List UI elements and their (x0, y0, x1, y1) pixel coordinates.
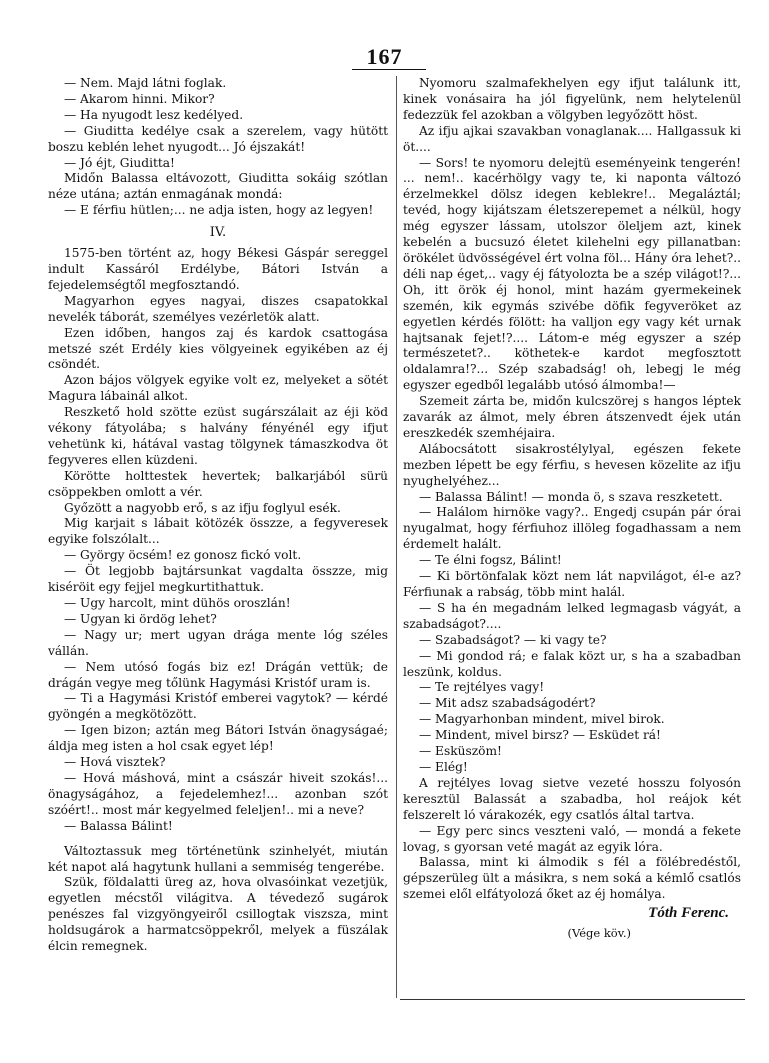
paragraph: — Ti a Hagymási Kristóf emberei vagytok? — kérdé gyöngén a megkötözött. (48, 691, 388, 722)
paragraph: — Akarom hinni. Mikor? (64, 91, 215, 106)
paragraph: — György öcsém! ez gonosz fickó volt. (64, 548, 302, 563)
paragraph: — Szabadságot? — ki vagy te? (419, 632, 607, 647)
paragraph: — Magyarhonban mindent, mivel birok. (419, 712, 665, 727)
paragraph: Változtassuk meg történetünk szinhelyét, miután két napot alá hagytunk hullani a semmiség tengerébe. (48, 843, 388, 874)
left-column (48, 76, 388, 955)
page-number: 167 (366, 44, 403, 69)
paragraph: 1575-ben történt az, hogy Békesi Gáspár sereggel indult Kassáról Erdélybe, Bátori István a fejedelemségtől megfosztandó. (48, 246, 388, 292)
paragraph: Magyarhon egyes nagyai, diszes csapatokkal nevelék táborát, személyes vezérletök alatt. (48, 293, 388, 324)
paragraph: — Ugyan ki ördög lehet? (64, 611, 217, 626)
right-column (403, 76, 741, 942)
paragraph: — Halálom hirnöke vagy?.. Engedj csupán pár órai nyugalmat, hogy férfiuhoz illöleg fogadhassam a nem érdemelt halált. (403, 505, 741, 552)
paragraph: — Mit adsz szabadságodért? (419, 696, 596, 711)
section-heading: IV. (209, 225, 227, 241)
paragraph: Körötte holttestek hevertek; balkarjából sürü csöppekben omlott a vér. (48, 468, 388, 499)
paragraph: Balassa, mint ki álmodik s fél a fölébredéstől, gépszerüleg ült a másikra, s nem soká a kémlő csatlós szemei elől elfátyolozá őket az éj homálya. (403, 855, 741, 902)
paragraph: Az ifju ajkai szavakban vonaglanak.... Hallgassuk ki öt.... (403, 123, 741, 154)
paragraph: Azon bájos völgyek egyike volt ez, melyeket a sötét Magura lábainál alkot. (48, 373, 388, 404)
paragraph: — Öt legjobb bajtársunkat vagdalta összze, mig kiséröit egy fejjel megkurtithattuk. (48, 564, 388, 595)
paragraph: — Egy perc sincs veszteni való, — mondá a fekete lovag, s gyorsan veté magát az egyik lóra. (403, 823, 741, 854)
paragraph: — Nagy ur; mert ugyan drága mente lóg széles vállán. (48, 627, 388, 658)
paragraph: — S ha én megadnám lelked legmagasb vágyát, a szabadságot?.... (403, 600, 741, 631)
paragraph: — Balassa Bálint! (64, 818, 173, 833)
paragraph: — Ha nyugodt lesz kedélyed. (64, 107, 244, 122)
paragraph: Szemeit zárta be, midőn kulcszörej s hangos léptek zavarák az álmot, mely ébren átszenvedt éjek után ereszkedék szemhéjaira. (403, 394, 741, 440)
paragraph: — Nem. Majd látni foglak. (64, 76, 227, 90)
paragraph: — Mindent, mivel birsz? — Esküdet rá! (419, 728, 661, 743)
header-rule (352, 69, 426, 70)
paragraph: Nyomoru szalmafekhelyen egy ifjut találunk itt, kinek vonásaira ha jól figyelünk, nem helytelenül fedezzük fel azokban a völgyben legyőzött höst. (403, 76, 741, 122)
paragraph: Győzött a nagyobb erő, s az ifju foglyul esék. (64, 500, 341, 515)
paragraph: Ezen időben, hangos zaj és kardok csattogása metszé szét Erdély kies völgyeinek egyikében az éj csöndét. (48, 325, 388, 372)
paragraph: — Giuditta kedélye csak a szerelem, vagy hütött boszu keblén lehet nyugodt... Jó éjszakát! (48, 123, 388, 154)
paragraph: — Ki börtönfalak közt nem lát napvilágot, él-e az? Férfiunak a rabság, több mint halál. (403, 569, 741, 599)
paragraph: — Te rejtélyes vagy! (419, 680, 545, 695)
paragraph: Reszkető hold szötte ezüst sugárszálait az éji köd vékony fátyolába; s halvány fényénél egy ifjut vehetünk ki, hátával vastag tölgynek támaszkodva öt fegyveres ellen küzdeni. (48, 405, 388, 467)
paragraph: — Hová máshová, mint a császár hiveit szokás!... önagyságához, a fejedelemhez!... azonban szót szóért!.. most már kegyelmed feleljen!.. mi a neve? (48, 770, 388, 817)
paragraph: — Hová visztek? (64, 755, 166, 770)
author-signature: Tóth Ferenc. (648, 905, 729, 922)
bottom-rule (400, 999, 745, 1000)
paragraph: — Jó éjt, Giuditta! (64, 155, 175, 170)
column-divider (396, 76, 397, 998)
paragraph: — Nem utósó fogás biz ez! Drágán vettük; de drágán vegye meg tőlünk Hagymási Kristóf uram is. (48, 659, 388, 690)
section-break (48, 835, 388, 844)
paragraph: — Elég! (419, 759, 468, 774)
paragraph: — Te élni fogsz, Bálint! (419, 553, 562, 568)
paragraph: — Sors! te nyomoru delejtü eseményeink tengerén! ... nem!.. kacérhölgy vagy te, ki naponta változó érzelmekkel dölsz idegen keblekre!.. Megaláztál; tevéd, hogy kijátszam életszerepemet a nélkül, hogy még egyszer lássam, utolszor öleljem azt, kinek kebelén a bucsuzó életet kilehelni egy pillanatban: örökélet üdvösségével ért volna föl... Hány óra lehet?.. déli nap éget,.. vagy éj fátyolozta be a szép világot!?... Oh, itt örök éj honol, mint hazám gyermekeinek szemén, kik egymás szivébe döfik fegyveröket az egyetlen kérdés fölött: ha valljon egy vagy két urnak hajtsanak fejet!?.... Látom-e még egyszer a szép természetet?.. köthetek-e kardot megfosztott oldalamra!?... Szép szabadság! oh, lebegj le még egyszer egedből legalább utósó álmomba!— (403, 155, 741, 393)
paragraph: Mig karjait s lábait kötözék összze, a fegyveresek egyike folszólalt... (48, 516, 388, 547)
continuation-note: (Vége köv.) (567, 926, 631, 941)
paragraph: — Igen bizon; aztán meg Bátori István önagyságaé; áldja meg isten a hol csak egyet lép! (48, 723, 388, 754)
paragraph: Midőn Balassa eltávozott, Giuditta sokáig szótlan néze utána; aztán enmagának mondá: (48, 171, 388, 202)
paragraph: Alábocsátott sisakrostélylyal, egészen fekete mezben lépett be egy férfiu, s hevesen közelite az ifju nyughelyéhez... (403, 441, 741, 488)
paragraph: A rejtélyes lovag sietve vezeté hosszu folyosón keresztül Balassát a szabadba, hol reájok két felszerelt ló várakozék, egy csatlós által tartva. (403, 775, 741, 822)
paragraph: — Balassa Bálint! — monda ö, s szava reszketett. (419, 489, 723, 504)
paragraph: — E férfiu hütlen;... ne adja isten, hogy az legyen! (64, 203, 374, 218)
paragraph: — Mi gondod rá; e falak közt ur, s ha a szabadban leszünk, koldus. (403, 648, 741, 679)
paragraph: Szük, földalatti üreg az, hova olvasóinkat vezetjük, egyetlen mécstől világitva. A tévedező sugárok penészes fal vizgyöngyeiről csillogtak viszsza, mint holdsugárok a harmatcsöppekről, melyek a füszálak élcin remegnek. (48, 875, 388, 954)
paragraph: — Esküszöm! (419, 744, 502, 759)
paragraph: — Ugy harcolt, mint dühös oroszlán! (64, 596, 291, 610)
